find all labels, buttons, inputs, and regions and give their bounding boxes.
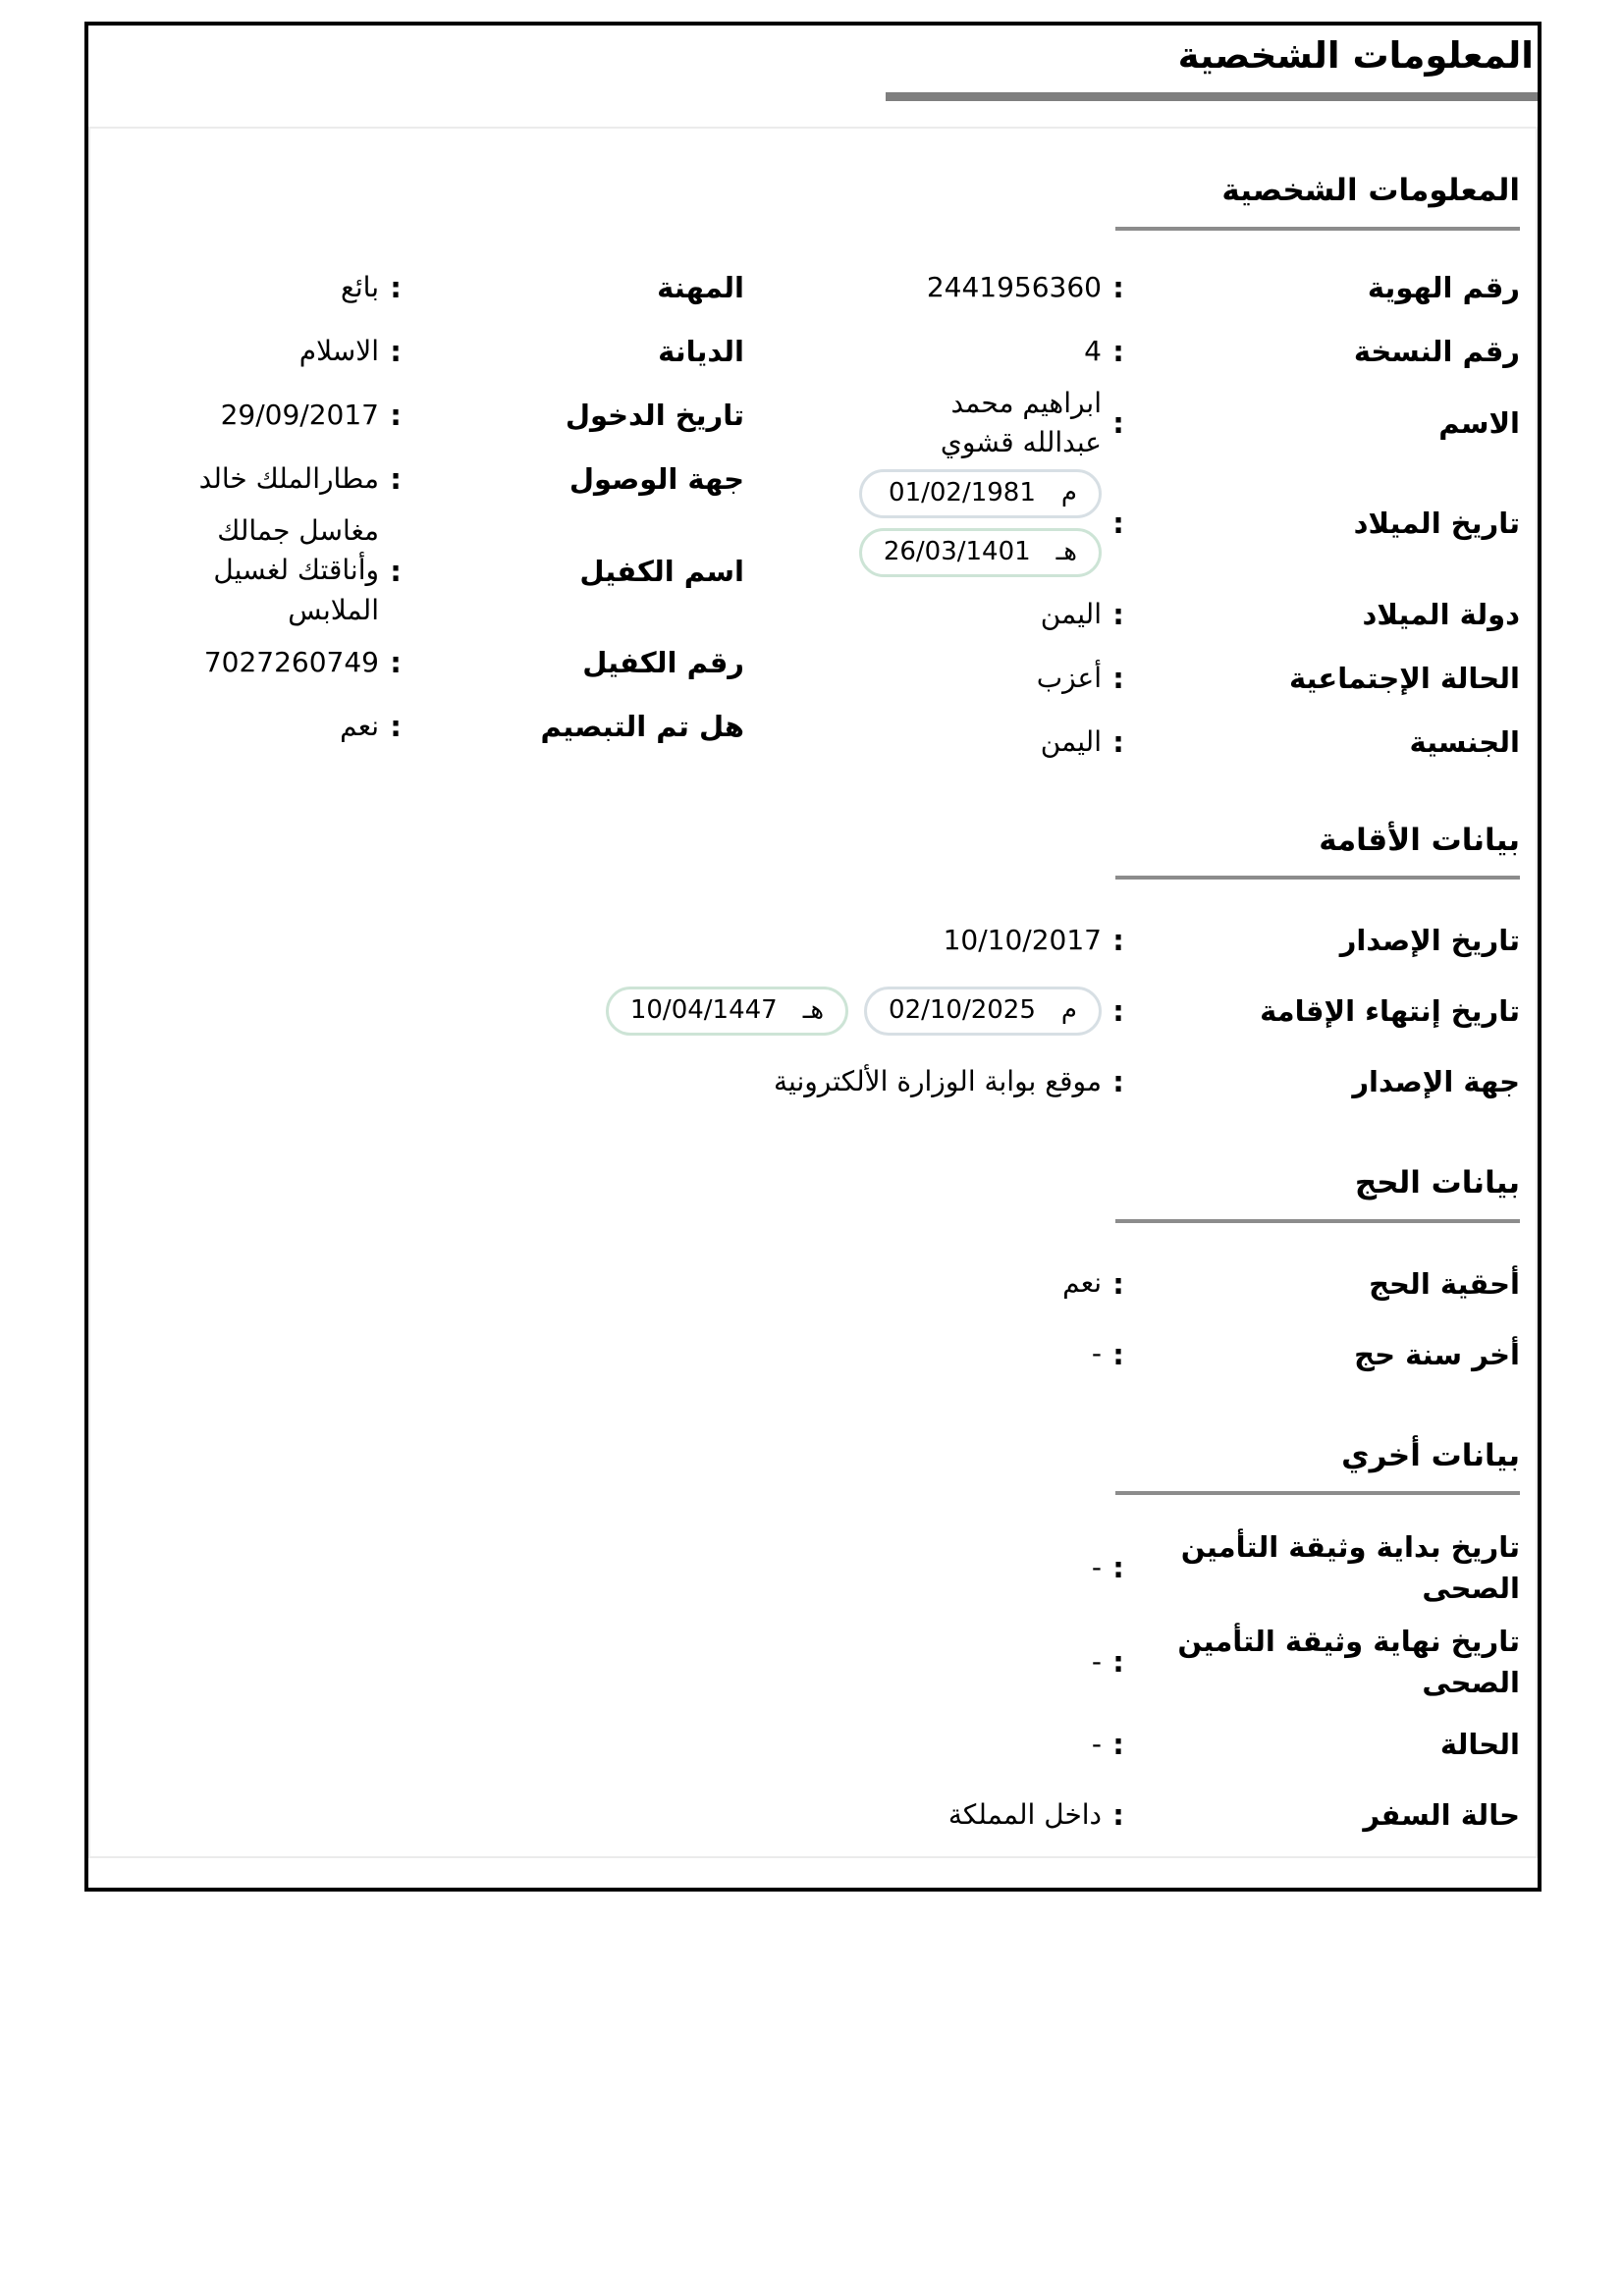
field-label: اسم الكفيل xyxy=(579,554,744,588)
field-colon: : xyxy=(1112,506,1124,540)
field-row-version-number xyxy=(887,320,1520,384)
content-panel xyxy=(88,127,1538,1858)
field-value: مغاسل جمالك وأناقتك لغسيل الملابس xyxy=(213,513,379,626)
field-label: تاريخ الإصدار xyxy=(1339,924,1520,958)
field-colon: : xyxy=(1112,1266,1124,1301)
field-colon: : xyxy=(1112,1551,1124,1584)
field-row-marital-status xyxy=(887,647,1520,711)
section-rule xyxy=(1115,227,1520,231)
era-label: م xyxy=(1060,995,1077,1026)
field-label: رقم الهوية xyxy=(1367,271,1520,305)
field-colon: : xyxy=(1112,1728,1124,1761)
field-value: ابراهيم محمد عبدالله قشوي xyxy=(940,386,1102,459)
field-value: اليمن xyxy=(1040,598,1102,631)
field-label: المهنة xyxy=(657,271,744,305)
field-row-residence-expiry xyxy=(106,976,1520,1046)
field-row-insurance-end xyxy=(106,1615,1520,1709)
field-value: مطارالملك خالد xyxy=(198,461,379,495)
field-colon: : xyxy=(390,645,402,679)
field-row-insurance-start xyxy=(106,1521,1520,1615)
field-label: الحالة xyxy=(1439,1727,1520,1761)
field-row-last-hajj-year xyxy=(106,1319,1520,1390)
field-colon: : xyxy=(1112,1645,1124,1679)
section-title: بيانات أخري xyxy=(1341,1437,1520,1473)
field-colon: : xyxy=(1112,335,1124,369)
gregorian-date-pill xyxy=(859,469,1102,518)
field-row-fingerprinted xyxy=(106,694,744,758)
field-label: هل تم التبصيم xyxy=(540,709,744,743)
field-value: 29/09/2017 xyxy=(220,398,379,431)
field-row-birth-country xyxy=(887,583,1520,647)
field-colon: : xyxy=(390,709,402,743)
field-value: داخل المملكة xyxy=(947,1797,1102,1831)
field-value: 2441956360 xyxy=(926,270,1102,303)
document-frame xyxy=(84,22,1542,1892)
field-row-entry-date xyxy=(106,384,744,448)
field-value: 4 xyxy=(1084,334,1102,367)
field-value: أعزب xyxy=(1036,662,1102,695)
section-rule xyxy=(1115,876,1520,880)
field-row-issuing-authority xyxy=(106,1046,1520,1117)
field-label: أخر سنة حج xyxy=(1354,1337,1520,1371)
date-value: 10/04/1447 xyxy=(629,995,778,1026)
section-title: المعلومات الشخصية xyxy=(1221,173,1520,209)
section-hajj xyxy=(106,1162,1520,1389)
field-label: الديانة xyxy=(658,335,744,369)
field-colon: : xyxy=(1112,598,1124,632)
field-value: - xyxy=(1091,1337,1102,1370)
field-colon: : xyxy=(390,554,402,588)
field-value: اليمن xyxy=(1040,725,1102,759)
field-label: جهة الإصدار xyxy=(1352,1065,1520,1099)
section-personal xyxy=(106,170,1520,774)
field-value: نعم xyxy=(1062,1266,1102,1300)
field-label: جهة الوصول xyxy=(568,462,744,497)
field-row-arrival-point xyxy=(106,448,744,511)
era-label: هـ xyxy=(1055,536,1077,566)
birth-date-pills xyxy=(859,463,1102,583)
field-value: الاسلام xyxy=(298,334,379,367)
field-row-issue-date xyxy=(106,905,1520,976)
field-colon: : xyxy=(1112,662,1124,696)
expiry-date-pills xyxy=(606,987,1102,1036)
section-rule xyxy=(1115,1219,1520,1223)
field-colon: : xyxy=(1112,406,1124,441)
field-row-religion xyxy=(106,320,744,384)
field-colon: : xyxy=(390,335,402,369)
field-value: موقع بوابة الوزارة الألكترونية xyxy=(774,1064,1102,1097)
field-label: تاريخ نهاية وثيقة التأمين الصحى xyxy=(1177,1624,1520,1699)
field-row-sponsor-name xyxy=(106,511,744,631)
field-row-profession xyxy=(106,256,744,320)
date-value: 26/03/1401 xyxy=(883,536,1031,566)
date-value: 01/02/1981 xyxy=(889,477,1036,507)
field-colon: : xyxy=(390,399,402,433)
field-value: نعم xyxy=(340,709,379,742)
field-row-nationality xyxy=(887,711,1520,774)
page-title: المعلومات الشخصية xyxy=(1177,34,1534,77)
date-value: 02/10/2025 xyxy=(889,995,1036,1026)
field-colon: : xyxy=(1112,1065,1124,1099)
field-label: تاريخ بداية وثيقة التأمين الصحى xyxy=(1180,1529,1520,1605)
field-colon: : xyxy=(390,462,402,497)
field-colon: : xyxy=(1112,924,1124,958)
field-colon: : xyxy=(390,271,402,305)
field-label: الجنسية xyxy=(1409,725,1520,760)
field-label: أحقية الحج xyxy=(1369,1266,1520,1301)
field-label: رقم الكفيل xyxy=(582,645,744,679)
section-title: بيانات الحج xyxy=(1354,1165,1520,1201)
section-title: بيانات الأقامة xyxy=(1319,822,1520,858)
hijri-date-pill xyxy=(606,987,848,1036)
field-row-name xyxy=(887,384,1520,463)
field-label: الحالة الإجتماعية xyxy=(1288,662,1520,696)
field-row-travel-status xyxy=(106,1780,1520,1850)
hijri-date-pill xyxy=(859,528,1102,577)
field-label: الاسم xyxy=(1438,406,1520,441)
section-rule xyxy=(1115,1491,1520,1495)
field-value: بائع xyxy=(340,270,379,303)
field-label: دولة الميلاد xyxy=(1362,598,1520,632)
field-colon: : xyxy=(1112,994,1124,1029)
field-row-hajj-eligibility xyxy=(106,1249,1520,1319)
era-label: هـ xyxy=(802,995,825,1026)
gregorian-date-pill xyxy=(864,987,1102,1036)
section-residence xyxy=(106,820,1520,1117)
field-row-birth-date xyxy=(883,463,1520,583)
field-value: - xyxy=(1091,1550,1102,1583)
personal-right-column xyxy=(883,256,1520,774)
field-label: حالة السفر xyxy=(1363,1797,1520,1832)
field-value: 10/10/2017 xyxy=(943,923,1102,956)
personal-left-column xyxy=(106,256,744,774)
field-colon: : xyxy=(1112,271,1124,305)
personal-columns xyxy=(106,256,1520,774)
field-value: - xyxy=(1091,1644,1102,1678)
field-colon: : xyxy=(1112,725,1124,760)
field-label: تاريخ الميلاد xyxy=(1353,506,1520,540)
field-value: - xyxy=(1091,1727,1102,1760)
field-label: رقم النسخة xyxy=(1353,335,1520,369)
field-label: تاريخ إنتهاء الإقامة xyxy=(1260,994,1520,1029)
field-colon: : xyxy=(1112,1798,1124,1832)
title-rule xyxy=(886,92,1538,101)
field-row-id-number xyxy=(887,256,1520,320)
field-row-sponsor-number xyxy=(106,630,744,694)
era-label: م xyxy=(1060,477,1077,507)
field-row-status xyxy=(106,1709,1520,1780)
field-value: 7027260749 xyxy=(203,645,379,678)
section-other xyxy=(106,1435,1520,1850)
field-label: تاريخ الدخول xyxy=(565,399,744,433)
field-colon: : xyxy=(1112,1337,1124,1371)
